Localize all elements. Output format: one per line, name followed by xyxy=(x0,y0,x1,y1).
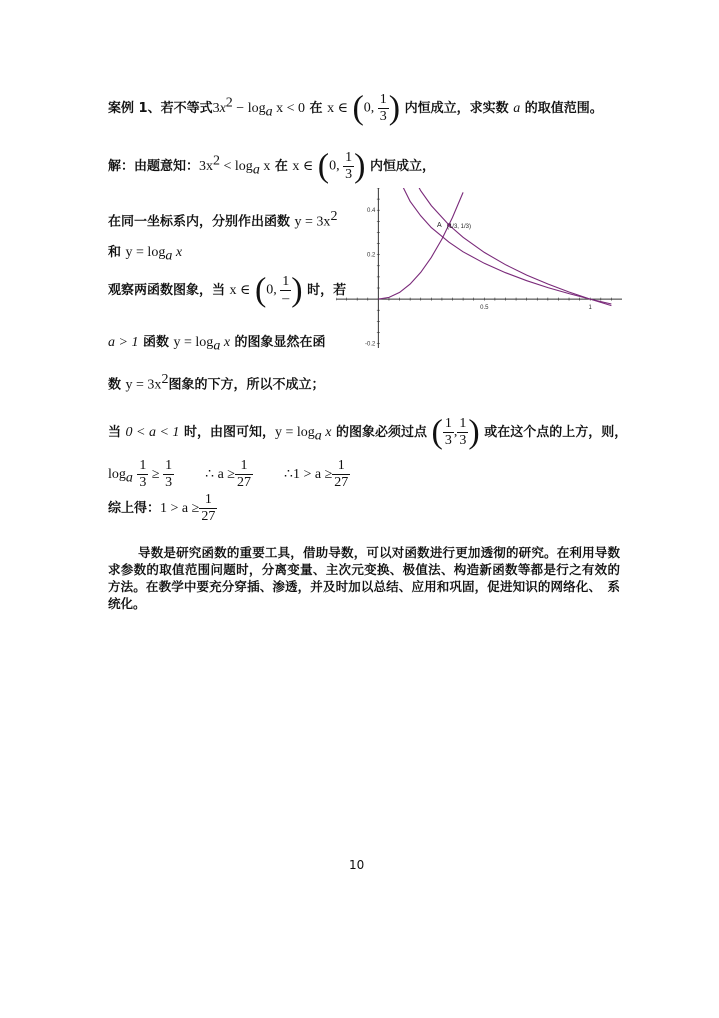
case-a-gt-1-line xyxy=(108,334,326,356)
observe-text: 观察两函数图象，当 xyxy=(108,283,230,298)
solution-interval: (0, $\frac{1}{3}$ ) xyxy=(317,147,366,185)
log-base-2: a xyxy=(213,338,221,354)
case-mid: 时，由图可知， xyxy=(179,425,275,440)
solution-label: 解：由题意知： xyxy=(108,159,200,174)
interval-fraction xyxy=(378,92,389,125)
log-var-2: x xyxy=(220,335,231,350)
deriv-f3-den: 27 xyxy=(236,475,251,490)
point-x-den: 3 xyxy=(444,433,452,448)
point-a-label: A xyxy=(436,222,442,230)
deriv-f2-num: 1 xyxy=(165,458,173,473)
deriv-f4-den: 27 xyxy=(334,475,349,490)
point-y-num: 1 xyxy=(459,416,467,431)
log-var: x xyxy=(172,245,183,260)
observe-interval: (0, $\frac{1}{-}$ ) xyxy=(254,271,303,309)
y-tick-label: 0.4 xyxy=(367,208,376,215)
and-text: 和 xyxy=(108,245,126,260)
log-expr: y = log xyxy=(125,245,166,260)
solution-in-word: 在 xyxy=(270,159,293,174)
below-expr: y = 3x xyxy=(125,377,162,393)
solution-interval-numerator: 1 xyxy=(345,150,353,165)
cond-a-gt-1: a > 1 xyxy=(108,335,139,350)
observe-numerator: 1 xyxy=(282,274,290,289)
point-coordinates: ( $\frac{1}{3}$ , $\frac{1}{3}$ ) xyxy=(431,413,480,451)
problem-ineq-rhs: x < 0 xyxy=(272,101,305,116)
solution-interval-zero: 0, xyxy=(329,158,340,174)
series-line-2 xyxy=(410,188,611,306)
conclusion-den: 27 xyxy=(201,509,216,524)
observe-denominator: – xyxy=(282,291,290,306)
deriv-f1-den: 3 xyxy=(139,475,147,490)
deriv-base: a xyxy=(125,470,133,486)
below-line: 数 $y = 3x^2$图象的下方，所以不成立； xyxy=(108,372,325,393)
problem-tail2: 的取值范围。 xyxy=(520,101,603,116)
point-y xyxy=(457,416,468,449)
conclusion-num: 1 xyxy=(199,492,217,509)
log-var-3: x xyxy=(321,425,332,440)
interval-zero: 0, xyxy=(363,100,375,116)
deriv-geq: ≥ xyxy=(148,467,164,482)
y-tick-label: -0.2 xyxy=(365,341,376,348)
deriv-f4-num: 1 xyxy=(332,458,350,475)
deriv-therefore-1: ∴ a ≥ xyxy=(205,467,235,482)
deriv-log: log xyxy=(108,467,126,482)
function-graph xyxy=(336,188,622,348)
log-base-3: a xyxy=(314,428,322,444)
x-tick-label: 1 xyxy=(588,305,592,312)
conclusion-expr: 1 > a ≥ xyxy=(160,501,200,516)
below-lead: 数 xyxy=(108,377,126,393)
graph-intro-line2 xyxy=(108,244,182,266)
case-a-lt-1-line xyxy=(108,413,628,451)
observe-var: x ∈ xyxy=(229,283,251,298)
observe-line xyxy=(108,271,347,309)
func-word: 函数 xyxy=(138,335,174,350)
observe-fraction xyxy=(280,274,291,307)
problem-label: 案例 1、若不等式 xyxy=(108,101,213,116)
problem-statement: 案例 1、若不等式$3x^2 - \log_a x < 0$ 在 x ∈ (0, $\frac{1}{3}$ ) 内恒成立，求实数 a 的取值范围。 xyxy=(108,89,603,127)
solution-interval-fraction xyxy=(343,150,354,183)
x-tick-label: 0.5 xyxy=(480,305,489,312)
deriv-f3-num: 1 xyxy=(235,458,253,475)
conclusion-text: 综上得： xyxy=(108,501,161,516)
solution-base: a xyxy=(252,162,260,178)
series-line-1 xyxy=(378,192,463,299)
point-x xyxy=(443,416,454,449)
derivation-line xyxy=(108,458,350,491)
solution-ineq2: < log xyxy=(220,159,253,174)
problem-interval: (0, $\frac{1}{3}$ ) xyxy=(352,89,401,127)
solution-ineq: 3x xyxy=(199,159,214,174)
deriv-f1-num: 1 xyxy=(139,458,147,473)
deriv-therefore-2: ∴1 > a ≥ xyxy=(284,467,333,482)
solution-line: 解：由题意知：$3x^2 < \log_a x$ 在 x ∈ (0, $\frac{1}{3}$ ) 内恒成立， xyxy=(108,147,435,185)
graph-intro-expr: y = 3x xyxy=(294,214,331,230)
cond-a-lt-1: 0 < a < 1 xyxy=(125,425,180,440)
deriv-frac-1 xyxy=(137,458,148,491)
solution-ineq3: x xyxy=(259,159,271,174)
deriv-frac-2 xyxy=(163,458,174,491)
deriv-f2-den: 3 xyxy=(165,475,173,490)
point-tail: 或在这个点的上方，则， xyxy=(484,425,628,440)
graph-intro-text: 在同一坐标系内，分别作出函数 xyxy=(108,214,295,230)
page-number: 10 xyxy=(349,858,365,872)
solution-interval-denominator: 3 xyxy=(345,167,353,182)
observe-zero: 0, xyxy=(266,282,277,298)
graph-intro-line: 在同一坐标系内，分别作出函数 $y = 3x^2$ xyxy=(108,209,338,230)
conclusion-line xyxy=(108,492,217,525)
when-word: 当 xyxy=(108,425,126,440)
log-expr-2: y = log xyxy=(173,335,214,350)
problem-interval-var: x ∈ xyxy=(327,101,348,116)
point-x-num: 1 xyxy=(444,416,452,431)
solution-interval-var: x ∈ xyxy=(292,159,314,174)
interval-denominator: 3 xyxy=(379,109,387,124)
problem-ineq-base: a xyxy=(265,104,273,120)
problem-ineq-coef: 3 xyxy=(212,101,220,116)
log-expr-3: y = log xyxy=(274,425,315,440)
point-text: 的图象必须过点 xyxy=(331,425,428,440)
problem-in-word: 在 xyxy=(305,101,328,116)
series-line-3 xyxy=(395,188,611,304)
log-base: a xyxy=(165,248,173,264)
observe-tail: 时，若 xyxy=(307,283,347,298)
interval-numerator: 1 xyxy=(379,92,387,107)
y-tick-label: 0.2 xyxy=(367,252,376,259)
conclusion-frac xyxy=(199,492,217,525)
case-a-gt-1-tail: 的图象显然在函 xyxy=(230,335,326,350)
summary-paragraph: 导数是研究函数的重要工具，借助导数，可以对函数进行更加透彻的研究。在利用导数求参数的取值范围问题时，分离变量、主次元变换、极值法、构造新函数等都是行之有效的方法。在教学中要充分穿插、渗透，并及时加以总结、应用和巩固，促进知识的网络化、 系统化。 xyxy=(108,545,620,611)
problem-ineq-log: − log xyxy=(232,101,266,116)
problem-var-a: a xyxy=(513,101,521,116)
deriv-frac-4 xyxy=(332,458,350,491)
point-a-coords: (1/3, 1/3) xyxy=(446,224,471,231)
below-tail: 图象的下方，所以不成立； xyxy=(168,377,325,393)
solution-tail: 内恒成立， xyxy=(369,159,435,174)
deriv-frac-3 xyxy=(235,458,253,491)
point-y-den: 3 xyxy=(459,433,467,448)
problem-tail: 内恒成立，求实数 xyxy=(404,101,514,116)
